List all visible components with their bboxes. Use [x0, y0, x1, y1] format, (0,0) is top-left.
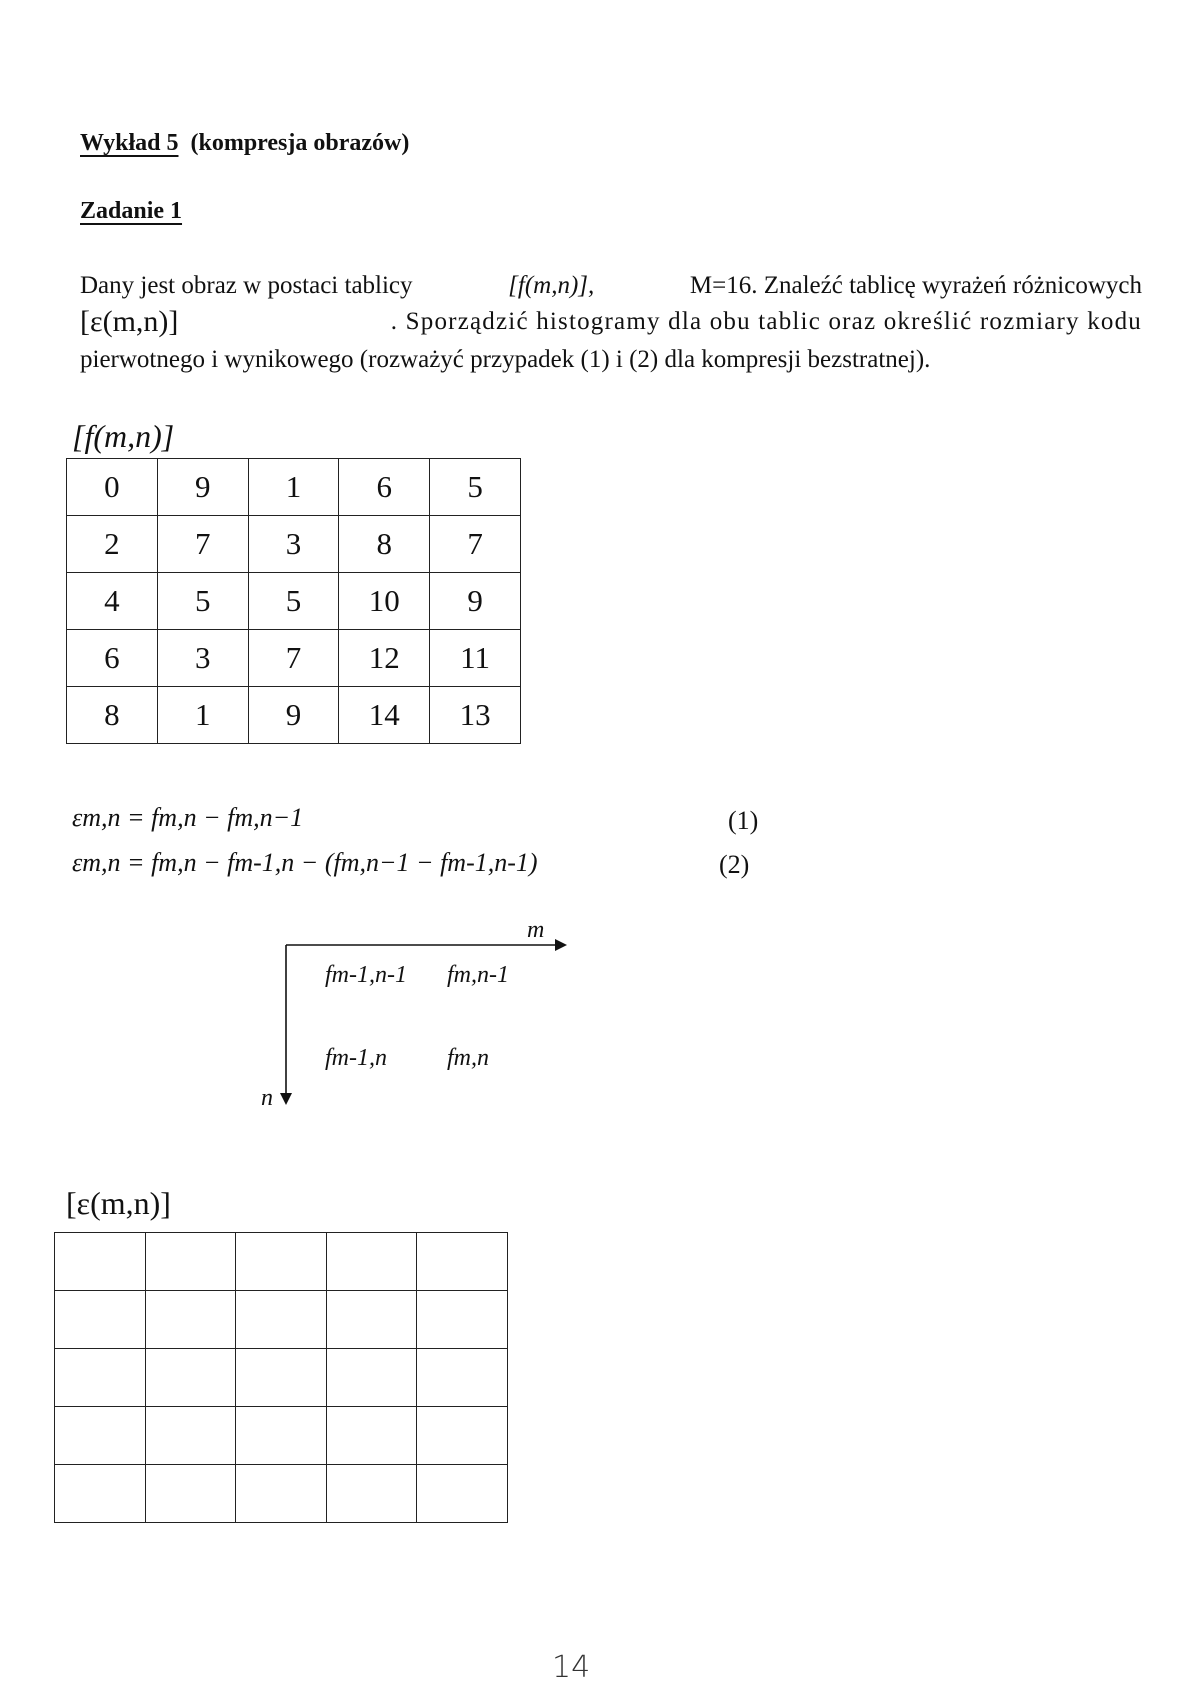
eps-table-label: [ε(m,n)]	[66, 1185, 171, 1221]
task-paragraph-line-2	[80, 304, 1142, 340]
task-text-1c: M=16. Znaleźć tablicę wyrażeń różnicowych	[689, 272, 1142, 299]
equation-2: εm,n = fm,n − fm-1,n − (fm,n−1 − fm-1,n-1)	[72, 848, 538, 877]
cell-bottom-left: fm-1,n	[325, 1045, 387, 1071]
table-row	[67, 516, 521, 573]
table-cell: 13	[430, 687, 521, 744]
lecture-number: Wykład 5	[80, 130, 179, 156]
f-table-label: [f(m,n)]	[72, 418, 175, 454]
table-cell: 3	[157, 630, 248, 687]
table-cell	[326, 1407, 417, 1465]
table-row	[55, 1465, 508, 1523]
table-cell	[145, 1291, 236, 1349]
table-cell: 5	[248, 573, 339, 630]
task-paragraph-line-1	[80, 268, 1142, 304]
table-cell	[145, 1407, 236, 1465]
table-cell: 7	[248, 630, 339, 687]
table-cell: 9	[430, 573, 521, 630]
table-cell	[417, 1233, 508, 1291]
task-text-1b: [f(m,n)],	[508, 272, 595, 299]
equation-2-number: (2)	[719, 850, 750, 879]
n-axis-label: n	[261, 1085, 273, 1111]
table-cell: 12	[339, 630, 430, 687]
table-cell	[236, 1291, 327, 1349]
m-axis-arrow-icon	[555, 939, 567, 951]
table-row	[55, 1349, 508, 1407]
lecture-topic: (kompresja obrazów)	[190, 130, 410, 156]
table-row	[55, 1407, 508, 1465]
table-row	[67, 687, 521, 744]
table-cell	[145, 1349, 236, 1407]
table-cell: 1	[248, 459, 339, 516]
n-axis-arrow-icon	[280, 1093, 292, 1105]
task-title: Zadanie 1	[80, 198, 183, 224]
table-cell: 4	[67, 573, 158, 630]
table-cell: 8	[339, 516, 430, 573]
table-cell: 8	[67, 687, 158, 744]
table-cell: 7	[430, 516, 521, 573]
neighborhood-diagram	[255, 917, 585, 1115]
table-cell: 0	[67, 459, 158, 516]
equation-1: εm,n = fm,n − fm,n−1	[72, 803, 304, 832]
table-row	[67, 459, 521, 516]
lecture-title	[80, 130, 409, 157]
table-cell: 3	[248, 516, 339, 573]
table-cell: 14	[339, 687, 430, 744]
table-cell: 5	[157, 573, 248, 630]
table-cell	[145, 1465, 236, 1523]
table-cell	[55, 1465, 146, 1523]
table-cell	[417, 1291, 508, 1349]
task-text-2a: [ε(m,n)]	[80, 305, 179, 338]
equation-1-number: (1)	[728, 806, 759, 835]
table-cell	[236, 1407, 327, 1465]
cell-bottom-right: fm,n	[447, 1045, 489, 1071]
cell-top-right: fm,n-1	[447, 962, 509, 988]
table-cell	[326, 1291, 417, 1349]
cell-top-left: fm-1,n-1	[325, 962, 407, 988]
page-number: 14	[552, 1650, 591, 1685]
table-cell: 9	[157, 459, 248, 516]
table-cell	[55, 1349, 146, 1407]
table-cell	[236, 1349, 327, 1407]
eps-table	[54, 1232, 508, 1523]
table-cell: 1	[157, 687, 248, 744]
table-cell	[417, 1465, 508, 1523]
table-cell	[236, 1233, 327, 1291]
table-cell: 5	[430, 459, 521, 516]
m-axis-label: m	[527, 917, 545, 943]
table-cell	[55, 1233, 146, 1291]
task-text-1a: Dany jest obraz w postaci tablicy	[80, 272, 413, 299]
table-row	[55, 1233, 508, 1291]
table-cell	[236, 1465, 327, 1523]
table-cell: 10	[339, 573, 430, 630]
table-cell: 7	[157, 516, 248, 573]
table-row	[67, 573, 521, 630]
table-row	[67, 630, 521, 687]
diagram-axes	[255, 925, 585, 1115]
table-cell: 6	[339, 459, 430, 516]
table-cell: 11	[430, 630, 521, 687]
table-cell	[55, 1407, 146, 1465]
table-cell: 6	[67, 630, 158, 687]
table-cell	[145, 1233, 236, 1291]
task-paragraph-line-3: pierwotnego i wynikowego (rozważyć przypadek (1) i (2) dla kompresji bezstratnej).	[80, 346, 931, 373]
table-cell	[55, 1291, 146, 1349]
table-cell	[326, 1465, 417, 1523]
table-cell: 2	[67, 516, 158, 573]
table-row	[55, 1291, 508, 1349]
f-table	[66, 458, 521, 744]
table-cell: 9	[248, 687, 339, 744]
table-cell	[326, 1349, 417, 1407]
table-cell	[417, 1349, 508, 1407]
table-cell	[417, 1407, 508, 1465]
table-cell	[326, 1233, 417, 1291]
task-text-2b: . Sporządzić histogramy dla obu tablic oraz określić rozmiary kodu	[390, 308, 1142, 335]
